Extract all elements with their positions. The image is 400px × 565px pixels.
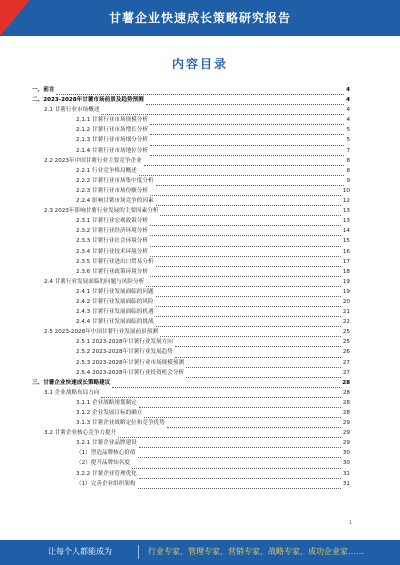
toc-leader-dots <box>150 148 344 156</box>
toc-entry-page: 28 <box>342 379 350 386</box>
toc-entry-label: 3.1 企业战略布局方向 <box>44 388 100 398</box>
toc-title: 内容目录 <box>171 57 228 71</box>
toc-entry[interactable] <box>32 166 350 176</box>
toc-entry-page: 21 <box>342 309 350 316</box>
toc-leader-dots <box>118 430 341 438</box>
toc-entry-page: 8 <box>346 167 350 174</box>
toc-entry-label: 2.5.4 2023-2028年甘薯行业投资机会分析 <box>76 368 185 378</box>
toc-entry-label: 一、前言 <box>32 85 55 95</box>
toc-entry-page: 10 <box>342 187 350 194</box>
toc-entry[interactable] <box>32 196 350 206</box>
toc-leader-dots <box>150 239 341 247</box>
toc-entry[interactable] <box>32 186 350 196</box>
toc-entry-label: 2.3.2 甘薯行业经济环境分析 <box>76 226 149 236</box>
toc-entry-page: 4 <box>346 97 350 104</box>
toc-leader-dots <box>175 339 341 347</box>
toc-entry-label: 2.2.3 甘薯行业市场份额分析 <box>76 186 149 196</box>
toc-entry[interactable] <box>32 277 350 287</box>
toc-entry[interactable] <box>32 95 350 105</box>
toc-entry-page: 5 <box>346 127 350 134</box>
toc-entry-page: 4 <box>346 87 350 93</box>
toc-entry-page: 9 <box>346 177 350 184</box>
toc-leader-dots <box>101 390 340 398</box>
toc-leader-dots <box>186 370 341 378</box>
toc-entry[interactable] <box>32 216 350 226</box>
toc-entry-page: 7 <box>346 147 350 154</box>
toc-entry[interactable] <box>32 347 350 357</box>
page-number: 1 <box>348 520 352 526</box>
toc-leader-dots <box>56 87 344 95</box>
toc-entry[interactable] <box>32 297 350 307</box>
footer-slogan-right: 行业专家、管理专家、营销专家、战略专家、成功企业家…… <box>148 547 364 556</box>
toc-entry[interactable] <box>32 378 350 388</box>
toc-entry-label: 2.1.1 甘薯行业市场规模分析 <box>76 115 149 125</box>
toc-entry[interactable] <box>32 418 350 428</box>
toc-leader-dots <box>146 97 344 105</box>
toc-leader-dots <box>160 329 341 337</box>
toc-entry-page: 26 <box>342 349 350 356</box>
toc-leader-dots <box>138 450 341 458</box>
toc-entry-page: 20 <box>342 298 350 305</box>
toc-entry-label: 2.2 2023年中国甘薯行业主要竞争企业 <box>44 156 143 166</box>
toc-entry[interactable] <box>32 458 350 468</box>
toc-entry[interactable] <box>32 135 350 145</box>
toc-entry-page: 12 <box>342 198 350 205</box>
toc-entry-label: 2.1 甘薯行业市场概述 <box>44 105 100 115</box>
toc-entry-label: 2.3.4 甘薯行业技术环境分析 <box>76 247 149 257</box>
toc-entry-label: 3.2.1 甘薯企业品牌建设 <box>76 438 138 448</box>
toc-entry-label: 2.3.5 甘薯行业进出口贸易分析 <box>76 257 155 267</box>
table-of-contents <box>32 85 350 489</box>
toc-entry[interactable] <box>32 206 350 216</box>
toc-entry-page: 30 <box>342 450 350 457</box>
toc-leader-dots <box>112 380 340 388</box>
toc-entry-page: 4 <box>346 117 350 124</box>
toc-entry-page: 29 <box>342 430 350 437</box>
toc-leader-dots <box>156 319 341 327</box>
toc-entry-label: 2.4.4 甘薯行业发展面临的挑战 <box>76 317 155 327</box>
toc-entry[interactable] <box>32 176 350 186</box>
toc-entry-label: 2.5.1 2023-2028年甘薯行业发展方向 <box>76 337 174 347</box>
toc-entry-page: 25 <box>342 329 350 336</box>
toc-leader-dots <box>156 309 341 317</box>
toc-entry-label: 2.1.2 甘薯行业市场增长分析 <box>76 125 149 135</box>
toc-entry-page: 15 <box>342 238 350 245</box>
toc-leader-dots <box>156 299 341 307</box>
toc-entry-label: 2.2.1 行业竞争格局概述 <box>76 166 138 176</box>
toc-leader-dots <box>150 269 341 277</box>
toc-entry[interactable] <box>32 105 350 115</box>
toc-entry-page: 25 <box>342 339 350 346</box>
toc-leader-dots <box>139 440 341 448</box>
toc-entry-label: 2.4.1 甘薯行业发展面临的问题 <box>76 287 155 297</box>
toc-entry-page: 28 <box>342 399 350 406</box>
toc-leader-dots <box>150 228 341 236</box>
toc-entry-label: （1）塑造品牌核心价值 <box>76 448 137 458</box>
toc-leader-dots <box>132 461 341 469</box>
toc-entry-label: 2.3.1 甘薯行业宏观政策分析 <box>76 216 149 226</box>
toc-entry-label: 2.5.3 2023-2028年甘薯行业市场规模预测 <box>76 358 185 368</box>
toc-entry-label: 2.2.2 甘薯行业市场集中度分析 <box>76 176 155 186</box>
report-header <box>0 0 400 36</box>
toc-entry-label: 三、甘薯企业快速成长策略建议 <box>32 378 111 388</box>
toc-entry[interactable] <box>32 236 350 246</box>
toc-leader-dots <box>156 259 341 267</box>
toc-entry-page: 28 <box>342 410 350 416</box>
toc-entry[interactable] <box>32 428 350 438</box>
toc-entry-label: 2.5 2023-2028年中国甘薯行业发展前景预测 <box>44 327 159 337</box>
toc-entry-label: 2.2.4 影响甘薯市场竞争的因素 <box>76 196 155 206</box>
toc-entry[interactable] <box>32 307 350 317</box>
toc-leader-dots <box>160 208 340 216</box>
toc-entry[interactable] <box>32 257 350 267</box>
toc-entry-label: 2.1.3 甘薯行业市场细分分析 <box>76 135 149 145</box>
toc-entry[interactable] <box>32 247 350 257</box>
toc-leader-dots <box>139 471 341 479</box>
toc-leader-dots <box>138 481 341 489</box>
toc-leader-dots <box>146 279 341 287</box>
toc-entry-page: 27 <box>342 369 350 376</box>
toc-entry-page: 31 <box>342 470 350 477</box>
toc-entry[interactable] <box>32 388 350 398</box>
toc-entry-page: 14 <box>342 228 350 235</box>
toc-entry-page: 28 <box>342 389 350 396</box>
toc-entry-page: 8 <box>346 157 350 164</box>
toc-entry-page: 19 <box>342 278 350 285</box>
toc-entry-page: 18 <box>342 268 350 275</box>
toc-leader-dots <box>150 138 344 146</box>
toc-entry[interactable] <box>32 479 350 489</box>
footer-divider <box>138 545 139 559</box>
toc-entry[interactable] <box>32 398 350 408</box>
toc-leader-dots <box>156 198 341 206</box>
toc-entry-label: 2.5.2 2023-2028年甘薯行业发展趋势 <box>76 347 174 357</box>
toc-entry[interactable] <box>32 287 350 297</box>
toc-entry[interactable] <box>32 358 350 368</box>
toc-leader-dots <box>150 249 341 257</box>
toc-leader-dots <box>167 420 341 428</box>
toc-entry-label: 3.1.2 企业发展目标的确立 <box>76 408 143 418</box>
toc-entry[interactable] <box>32 115 350 125</box>
toc-entry-page: 31 <box>342 480 350 487</box>
toc-entry-page: 17 <box>342 258 350 265</box>
toc-entry[interactable] <box>32 226 350 236</box>
toc-entry-page: 22 <box>342 319 350 326</box>
toc-leader-dots <box>144 410 341 418</box>
toc-entry[interactable] <box>32 448 350 458</box>
toc-entry-page: 29 <box>342 440 350 447</box>
toc-leader-dots <box>150 127 344 135</box>
toc-entry-label: 2.3.6 甘薯行业政策环境分析 <box>76 267 149 277</box>
toc-entry-label: 2.4 甘薯行业发展面临的问题与风险分析 <box>44 277 145 287</box>
toc-entry[interactable] <box>32 438 350 448</box>
toc-entry-label: 二、2023-2028年甘薯市场前景及趋势预测 <box>32 95 145 105</box>
toc-leader-dots <box>150 117 344 125</box>
toc-leader-dots <box>150 218 341 226</box>
toc-entry-label: 3.1.3 甘薯企业战略定位和竞争优势 <box>76 418 166 428</box>
toc-entry-page: 27 <box>342 359 350 366</box>
toc-leader-dots <box>101 107 344 115</box>
toc-entry-page: 16 <box>342 248 350 255</box>
footer-banner <box>0 540 400 565</box>
toc-entry-label: 2.3 2023年影响甘薯行业发展的主要因素分析 <box>44 206 159 216</box>
toc-entry-page: 30 <box>342 460 350 467</box>
toc-entry-label: 2.4.3 甘薯行业发展面临的机遇 <box>76 307 155 317</box>
toc-entry-label: 3.1.1 企业战略规划制定 <box>76 398 138 408</box>
toc-leader-dots <box>156 178 345 186</box>
toc-entry[interactable] <box>32 337 350 347</box>
toc-entry[interactable] <box>32 408 350 418</box>
toc-entry-page: 13 <box>342 208 350 215</box>
toc-leader-dots <box>175 350 341 358</box>
toc-entry[interactable] <box>32 317 350 327</box>
toc-entry-label: 3.2.2 甘薯企业管理优化 <box>76 469 138 479</box>
toc-entry-page: 4 <box>346 107 350 114</box>
toc-entry-page: 13 <box>342 218 350 225</box>
toc-entry-label: 2.3.3 甘薯行业社会环境分析 <box>76 236 149 246</box>
toc-leader-dots <box>144 158 345 166</box>
toc-entry[interactable] <box>32 156 350 166</box>
toc-entry-label: （2）提升品牌知名度 <box>76 458 131 468</box>
toc-entry-label: （1）完善企业组织架构 <box>76 479 137 489</box>
toc-entry-label: 2.1.4 甘薯行业市场地位分析 <box>76 146 149 156</box>
toc-leader-dots <box>156 289 341 297</box>
footer-slogan-left: 让每个人都能成为 <box>48 547 112 556</box>
report-title: 甘薯企业快速成长策略研究报告 <box>108 11 291 25</box>
toc-entry-page: 19 <box>342 288 350 295</box>
toc-entry[interactable] <box>32 469 350 479</box>
toc-entry-page: 5 <box>346 137 350 144</box>
toc-entry[interactable] <box>32 327 350 337</box>
toc-entry-label: 2.4.2 甘薯行业发展面临的风险 <box>76 297 155 307</box>
toc-leader-dots <box>186 360 341 368</box>
toc-entry[interactable] <box>32 267 350 277</box>
toc-entry[interactable] <box>32 146 350 156</box>
toc-entry-label: 3.2 甘薯企业核心竞争力提升 <box>44 428 117 438</box>
toc-leader-dots <box>139 400 341 408</box>
toc-entry-page: 29 <box>342 420 350 427</box>
toc-leader-dots <box>150 188 341 196</box>
toc-entry[interactable] <box>32 125 350 135</box>
toc-leader-dots <box>139 168 345 176</box>
toc-entry[interactable] <box>32 85 350 95</box>
toc-entry[interactable] <box>32 368 350 378</box>
